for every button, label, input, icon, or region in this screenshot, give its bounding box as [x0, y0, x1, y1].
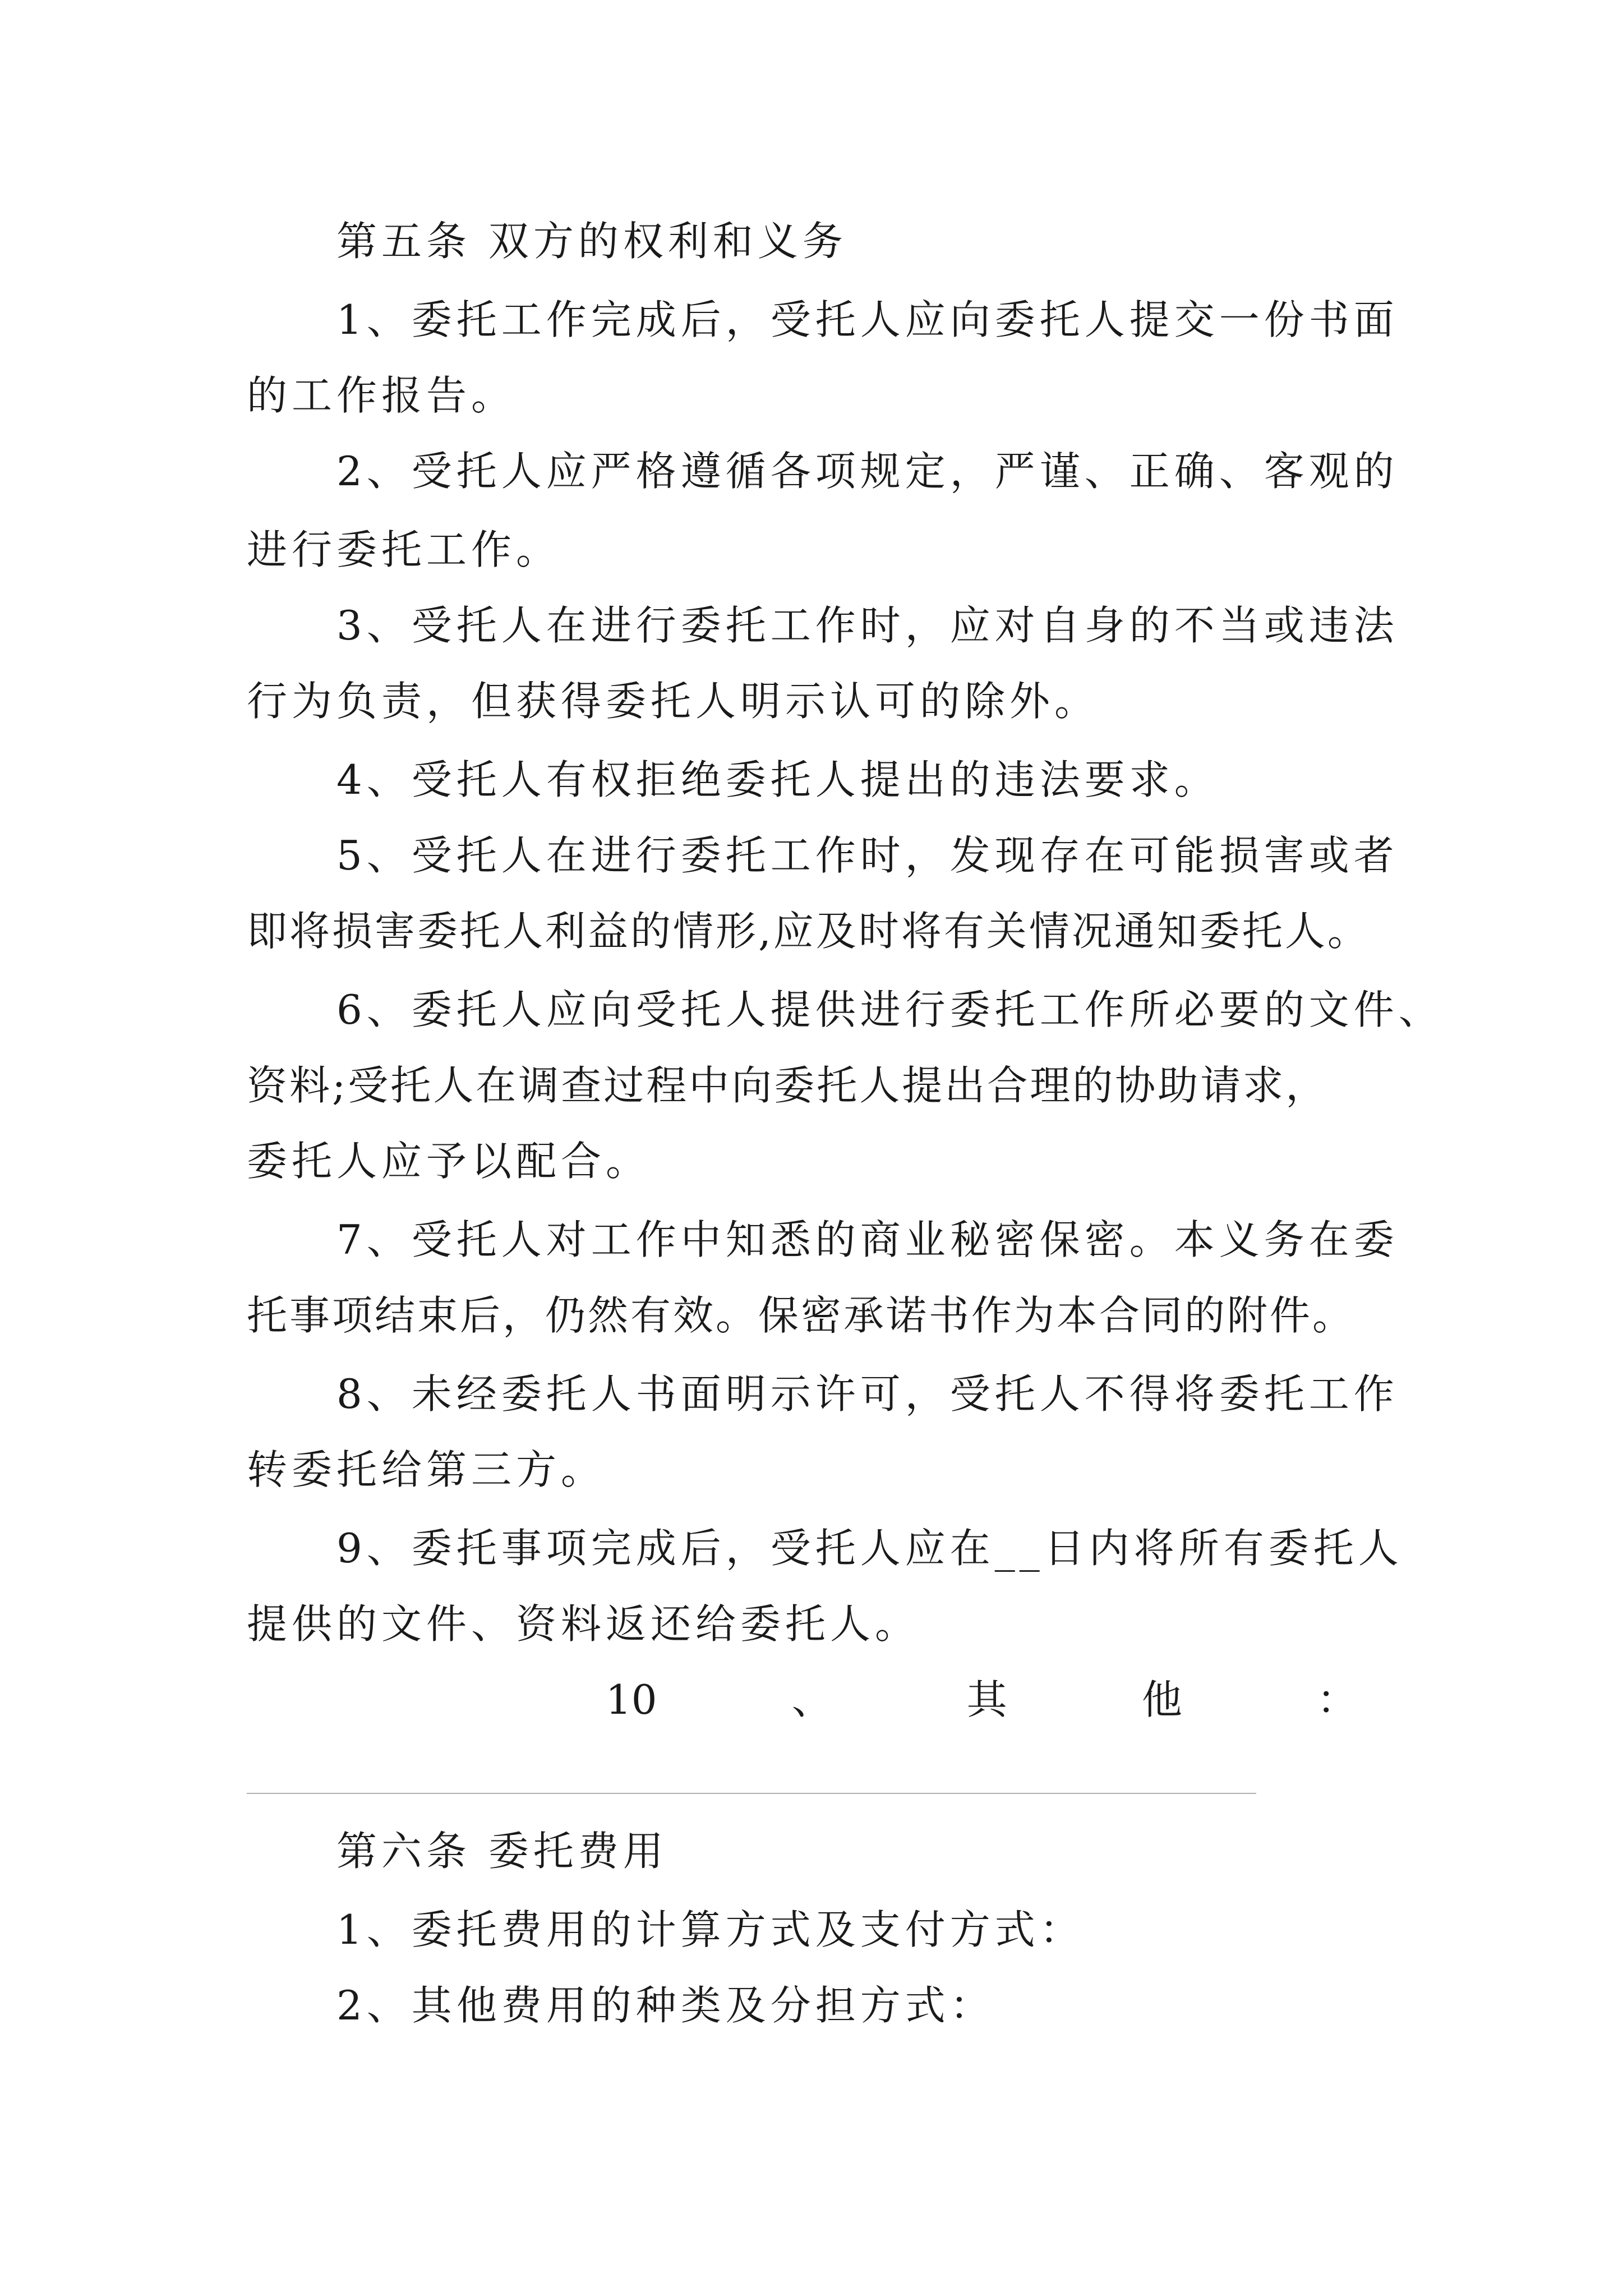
article-5-item-10: [606, 1674, 1357, 1725]
article-5-item-7-line-1: 7、受托人对工作中知悉的商业秘密保密。本义务在委: [336, 1216, 1399, 1263]
article-5-item-6-line-3: 委托人应予以配合。: [247, 1138, 651, 1185]
item-10-colon: ：: [1316, 1676, 1357, 1723]
article-5-item-2-line-1: 2、受托人应严格遵循各项规定，严谨、正确、客观的: [336, 448, 1399, 495]
article-5-item-8-line-2: 转委托给第三方。: [247, 1446, 606, 1493]
article-5-item-9-line-2: 提供的文件、资料返还给委托人。: [247, 1600, 920, 1648]
article-6-heading: 第六条 委托费用: [336, 1828, 668, 1875]
article-6-item-1: 1、委托费用的计算方式及支付方式：: [336, 1906, 1085, 1953]
article-5-item-6-line-1: 6、委托人应向受托人提供进行委托工作所必要的文件、: [336, 986, 1444, 1033]
fill-in-blank-line: [247, 1793, 1256, 1794]
article-5-item-5-line-2: 即将损害委托人利益的情形,应及时将有关情况通知委托人。: [247, 908, 1370, 955]
article-5-item-5-line-1: 5、受托人在进行委托工作时，发现存在可能损害或者: [336, 832, 1399, 879]
article-5-item-1-line-1: 1、委托工作完成后，受托人应向委托人提交一份书面: [336, 296, 1399, 343]
article-5-item-9-line-1: 9、委托事项完成后，受托人应在__日内将所有委托人: [336, 1525, 1403, 1572]
article-5-item-2-line-2: 进行委托工作。: [247, 526, 561, 573]
item-10-word-2: 他: [1141, 1676, 1182, 1723]
article-5-item-6-line-2: 资料;受托人在调查过程中向委托人提出合理的协助请求，: [247, 1062, 1329, 1109]
article-5-item-8-line-1: 8、未经委托人书面明示许可，受托人不得将委托工作: [336, 1370, 1399, 1418]
item-10-separator: 、: [791, 1676, 832, 1723]
article-6-item-2: 2、其他费用的种类及分担方式：: [336, 1982, 995, 2029]
item-10-word-1: 其: [966, 1676, 1007, 1723]
article-5-item-4: 4、受托人有权拒绝委托人提出的违法要求。: [336, 756, 1219, 803]
article-5-item-7-line-2: 托事项结束后，仍然有效。保密承诺书作为本合同的附件。: [247, 1292, 1355, 1339]
article-5-item-3-line-2: 行为负责，但获得委托人明示认可的除外。: [247, 678, 1100, 725]
article-5-item-3-line-1: 3、受托人在进行委托工作时，应对自身的不当或违法: [336, 602, 1399, 649]
article-5-heading: 第五条 双方的权利和义务: [336, 218, 847, 265]
item-10-number: 10: [606, 1676, 657, 1723]
article-5-item-1-line-2: 的工作报告。: [247, 372, 517, 419]
